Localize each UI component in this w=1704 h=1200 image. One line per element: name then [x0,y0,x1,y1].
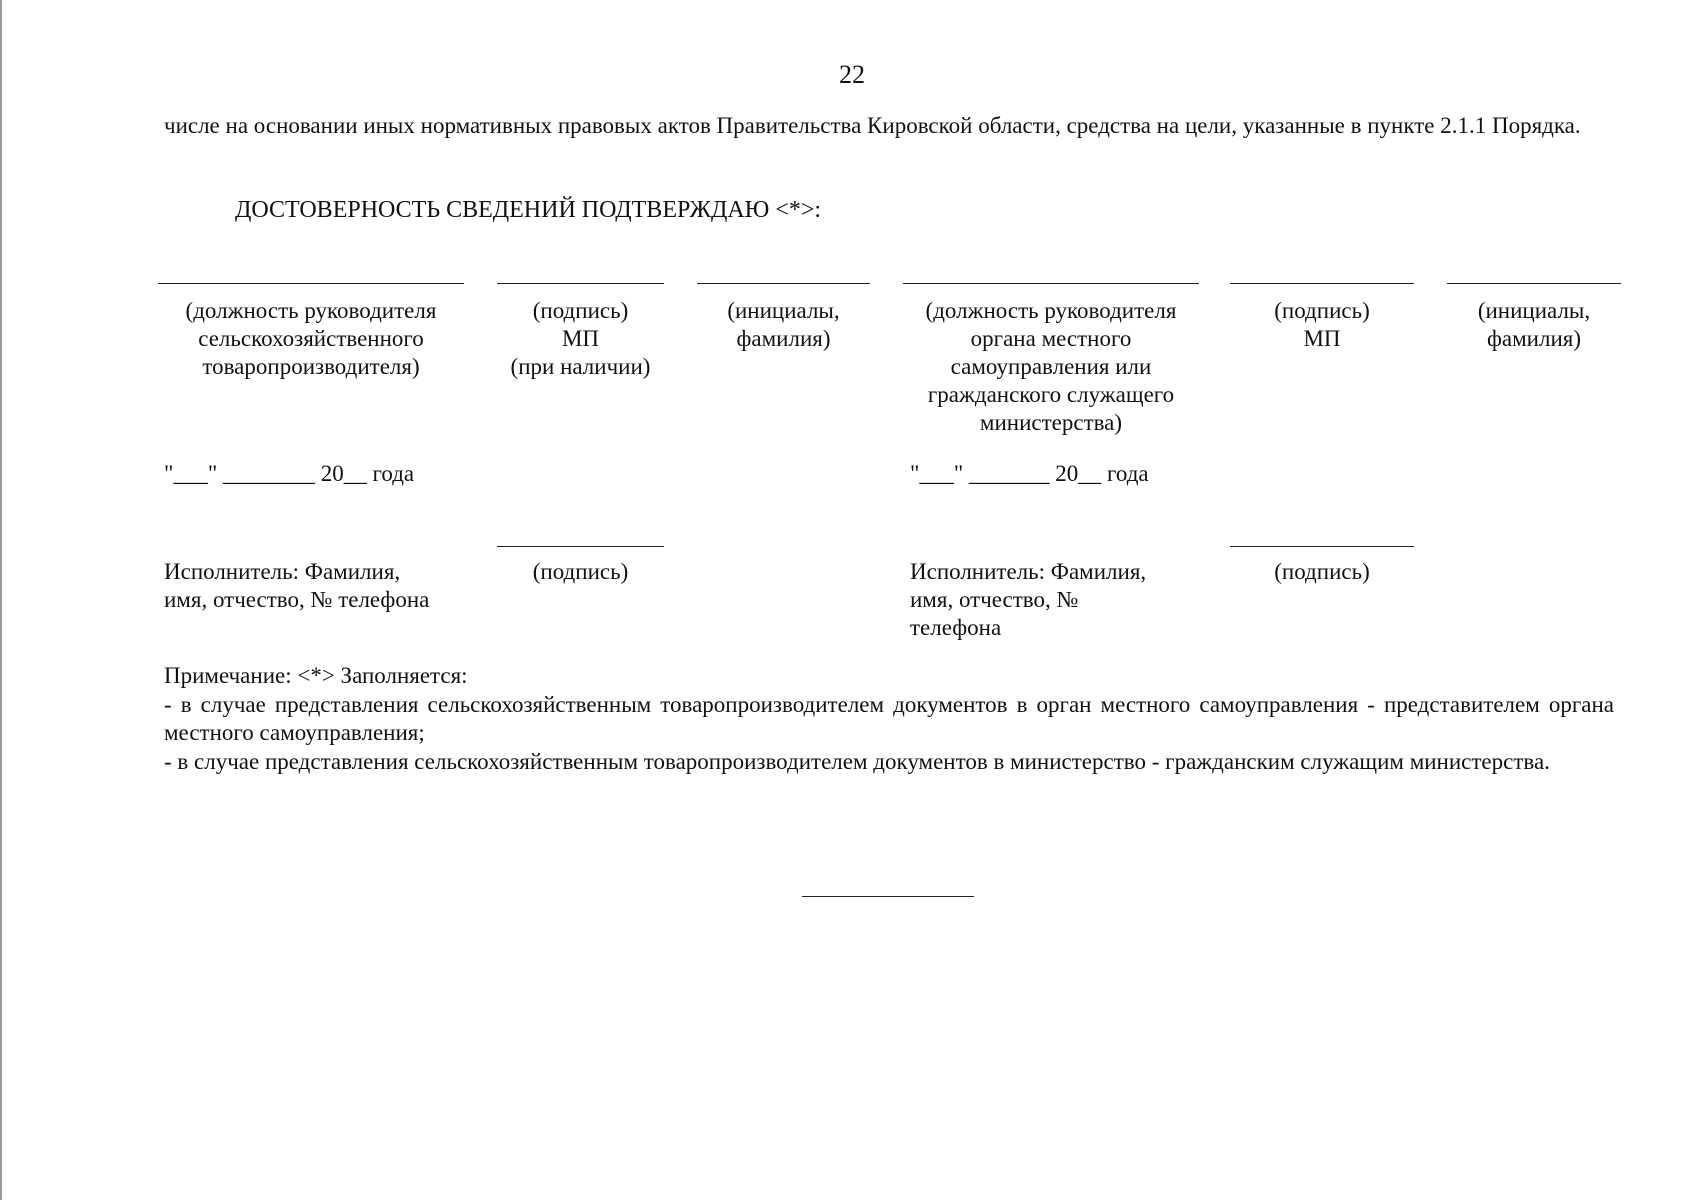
right-executor-label: Исполнитель: Фамилия, имя, отчество, № телефона [910,559,1147,640]
left-executor-label: Исполнитель: Фамилия, имя, отчество, № телефона [164,559,430,612]
right-executor-signature-caption: (подпись) [1274,559,1370,584]
left-position-line [158,283,464,284]
right-signature-line [1230,283,1414,284]
left-date-line: "___" ________ 20__ года [164,461,415,486]
left-initials-line [697,283,870,284]
left-initials-caption: (инициалы, фамилия) [727,298,840,351]
right-executor-signature-line [1230,546,1414,547]
page-number: 22 [839,60,865,89]
notes-item: - в случае представления сельскохозяйственным товаропроизводителем документов в орган местного самоуправления - представителем органа местного самоуправления; [164,691,1614,745]
right-initials-line [1447,283,1621,284]
right-initials-caption: (инициалы, фамилия) [1477,298,1591,351]
right-date-line: "___" _______ 20__ года [910,461,1149,486]
left-signature-caption: (подпись) МП (при наличии) [510,298,651,379]
right-position-caption: (должность руководителя органа местного самоуправления или гражданского служащего министерства) [925,298,1177,435]
right-signature-caption: (подпись) МП [1274,298,1370,351]
intro-paragraph: числе на основании иных нормативных правовых актов Правительства Кировской области, средства на цели, указанные в пункте 2.1.1 Порядка. [164,113,1581,138]
end-of-document-rule [802,896,974,897]
notes-title: Примечание: <*> Заполняется: [164,663,468,688]
notes-section [164,662,1614,776]
confirmation-heading: ДОСТОВЕРНОСТЬ СВЕДЕНИЙ ПОДТВЕРЖДАЮ <*>: [235,197,822,223]
left-position-caption: (должность руководителя сельскохозяйственного товаропроизводителя) [185,298,437,379]
right-position-line [903,283,1199,284]
left-executor-signature-caption: (подпись) [532,559,629,584]
notes-item: - в случае представления сельскохозяйственным товаропроизводителем документов в министерство - гражданским служащим министерства. [164,748,1550,774]
left-signature-line [497,283,664,284]
left-executor-signature-line [497,546,664,547]
